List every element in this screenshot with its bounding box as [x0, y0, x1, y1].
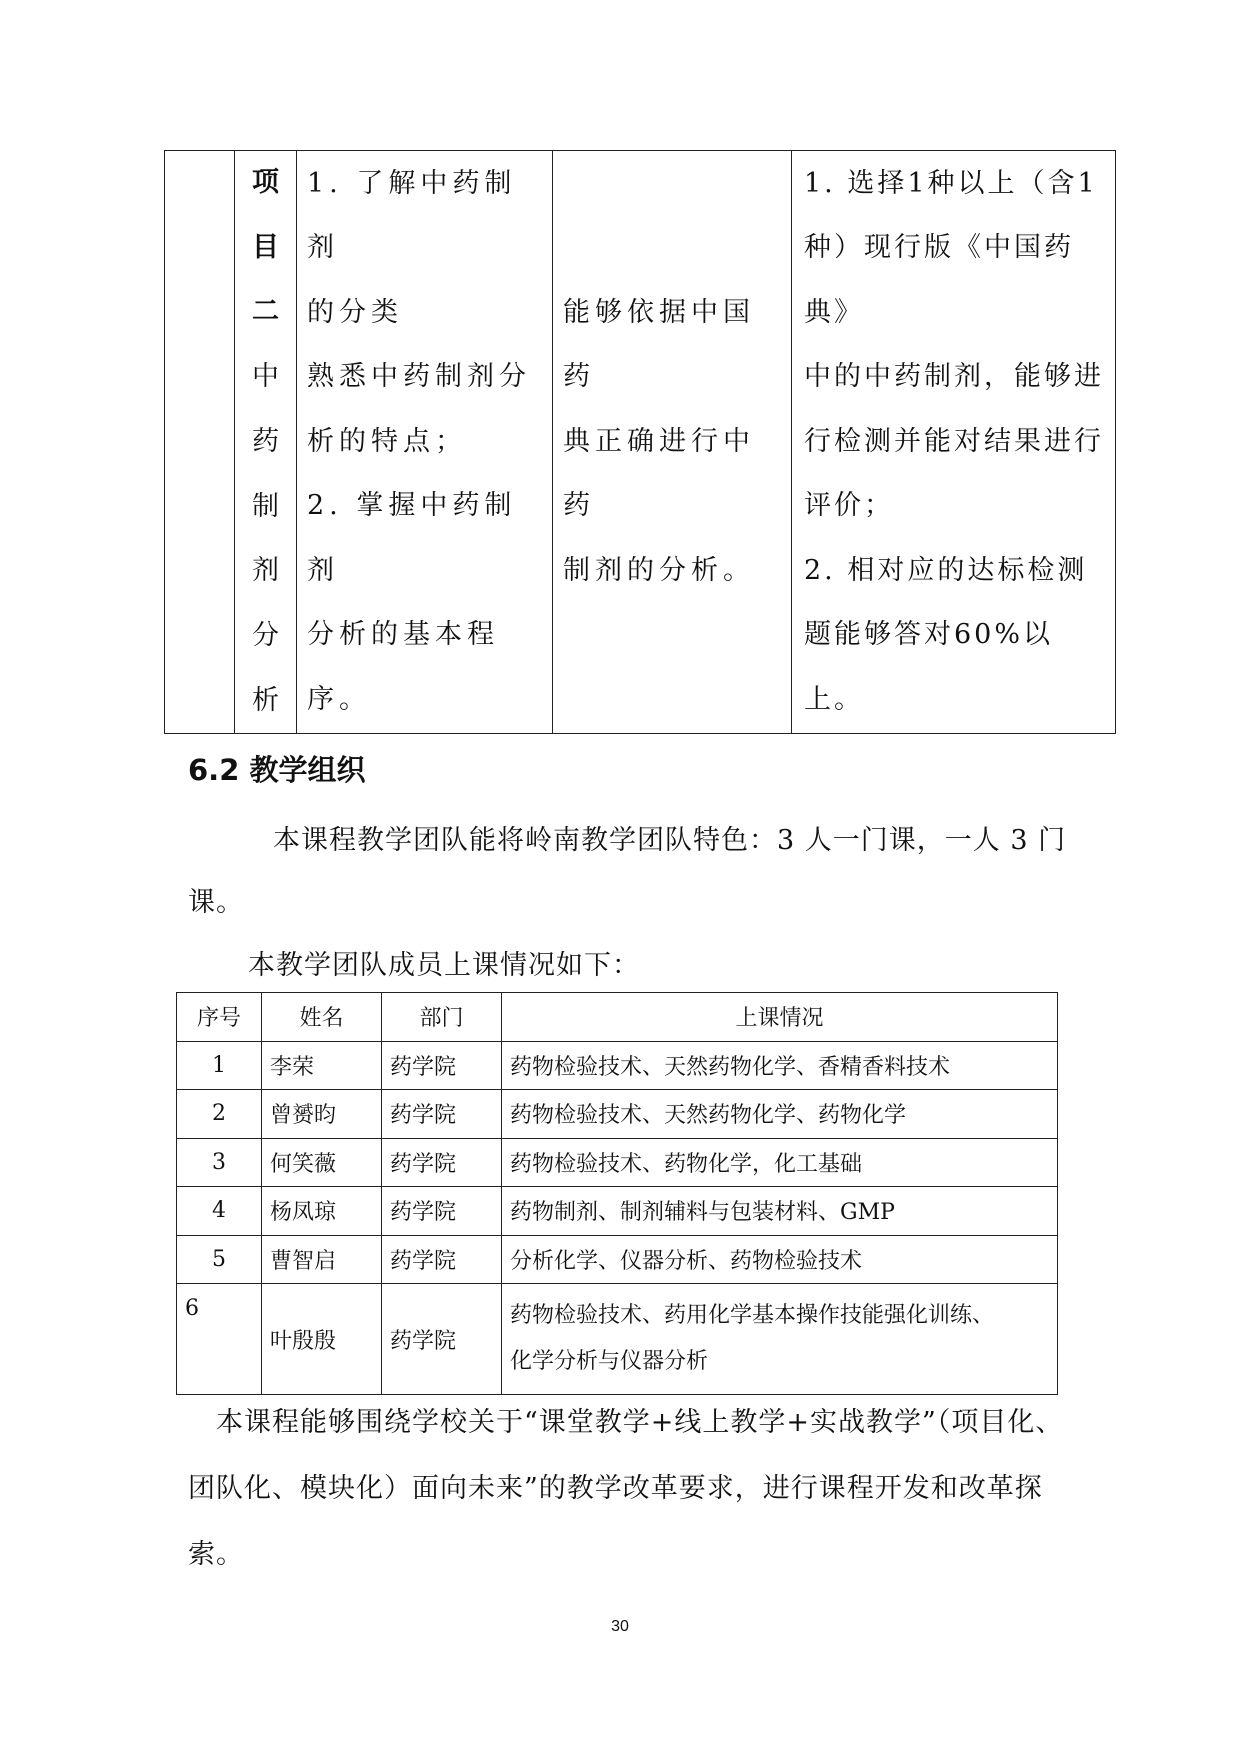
- member-courses: 药物检验技术、药物化学，化工基础: [502, 1138, 1058, 1187]
- member-name: 曹智启: [262, 1235, 382, 1284]
- row-number: 5: [177, 1235, 262, 1284]
- member-dept: 药学院: [382, 1235, 502, 1284]
- member-name: 何笑薇: [262, 1138, 382, 1187]
- text-line: 的分类: [307, 296, 403, 328]
- paragraph: 本教学团队成员上课情况如下：: [248, 950, 640, 981]
- row-number: 2: [177, 1090, 262, 1139]
- text-line: 熟悉中药制剂分: [307, 361, 531, 393]
- member-courses: 分析化学、仪器分析、药物检验技术: [502, 1235, 1058, 1284]
- assessment-text: [792, 152, 1115, 733]
- text-line: 中的中药制剂，能够进: [804, 361, 1104, 393]
- project-title-char: 制: [252, 490, 279, 522]
- project-title-char: 分: [252, 619, 279, 651]
- text-line: 典正确进行中药: [563, 425, 755, 522]
- table-row: [177, 1187, 1058, 1236]
- text-line: 制剂的分析。: [563, 554, 755, 586]
- member-name: 杨凤琼: [262, 1187, 382, 1236]
- member-courses: 药物检验技术、天然药物化学、香精香料技术: [502, 1041, 1058, 1090]
- row-number: 4: [177, 1187, 262, 1236]
- section-heading: 6.2 教学组织: [188, 753, 366, 787]
- member-dept: 药学院: [382, 1284, 502, 1395]
- row-number: 1: [177, 1041, 262, 1090]
- member-table: [176, 992, 1058, 1395]
- text-line: 1. 了解中药制剂: [307, 167, 517, 264]
- text-line: 分析的基本程序。: [307, 619, 499, 715]
- row-number: 3: [177, 1138, 262, 1187]
- project-title-char: 析: [252, 684, 279, 716]
- table-row: [177, 1284, 1058, 1395]
- table-row: [177, 1090, 1058, 1139]
- project-objectives-table: [164, 150, 1116, 734]
- text-line: 能够依据中国药: [563, 296, 755, 393]
- member-dept: 药学院: [382, 1187, 502, 1236]
- member-dept: 药学院: [382, 1090, 502, 1139]
- member-dept: 药学院: [382, 1041, 502, 1090]
- header-cell: 序号: [177, 993, 262, 1042]
- project-title-char: 项: [252, 167, 279, 198]
- table-row: [177, 1235, 1058, 1284]
- header-cell: 上课情况: [502, 993, 1058, 1042]
- member-name: 叶殷殷: [262, 1284, 382, 1395]
- text-line: 种）现行版《中国药典》: [804, 232, 1074, 328]
- assessment-cell: [792, 151, 1116, 734]
- table-row: [177, 1138, 1058, 1187]
- project-title-char: 中: [252, 361, 279, 393]
- member-courses: 药物检验技术、天然药物化学、药物化学: [502, 1090, 1058, 1139]
- courses-line: 药物检验技术、药用化学基本操作技能强化训练、: [510, 1303, 995, 1328]
- member-name: 李荣: [262, 1041, 382, 1090]
- project-title-char: 二: [252, 296, 279, 328]
- text-line: 2. 掌握中药制剂: [307, 490, 517, 586]
- project-title-char: 剂: [252, 555, 279, 587]
- knowledge-cell: [297, 151, 553, 734]
- empty-cell: [165, 151, 235, 734]
- paragraph: 本课程教学团队能将岭南教学团队特色：3 人一门课，一人 3 门课。: [188, 825, 1067, 918]
- table-row: [165, 151, 1116, 734]
- table-header-row: [177, 993, 1058, 1042]
- table-row: [177, 1041, 1058, 1090]
- project-title-char: 药: [252, 425, 279, 457]
- text-line: 行检测并能对结果进行: [804, 425, 1104, 457]
- member-courses: [502, 1284, 1058, 1395]
- courses-line: 化学分析与仪器分析: [510, 1349, 709, 1374]
- project-title-char: 目: [252, 231, 279, 263]
- row-number: 6: [177, 1284, 262, 1395]
- text-line: 2. 相对应的达标检测: [804, 554, 1088, 586]
- ability-cell: [553, 151, 792, 734]
- ability-text: [553, 281, 791, 604]
- header-cell: 姓名: [262, 993, 382, 1042]
- header-cell: 部门: [382, 993, 502, 1042]
- knowledge-text: [297, 152, 552, 733]
- text-line: 1. 选择1种以上（含1: [804, 167, 1098, 199]
- project-title-cell: [235, 151, 297, 734]
- member-name: 曾赟昀: [262, 1090, 382, 1139]
- paragraph: 本课程能够围绕学校关于“课堂教学+线上教学+实战教学”（项目化、团队化、模块化）面向未来”的教学改革要求，进行课程开发和改革探索。: [188, 1407, 1064, 1570]
- page-number: 30: [611, 1618, 629, 1635]
- member-dept: 药学院: [382, 1138, 502, 1187]
- text-line: 评价；: [804, 490, 894, 522]
- project-title: [235, 151, 296, 733]
- text-line: 析的特点；: [307, 425, 467, 457]
- member-courses: 药物制剂、制剂辅料与包装材料、GMP: [502, 1187, 1058, 1236]
- text-line: 题能够答对60%以上。: [804, 619, 1054, 715]
